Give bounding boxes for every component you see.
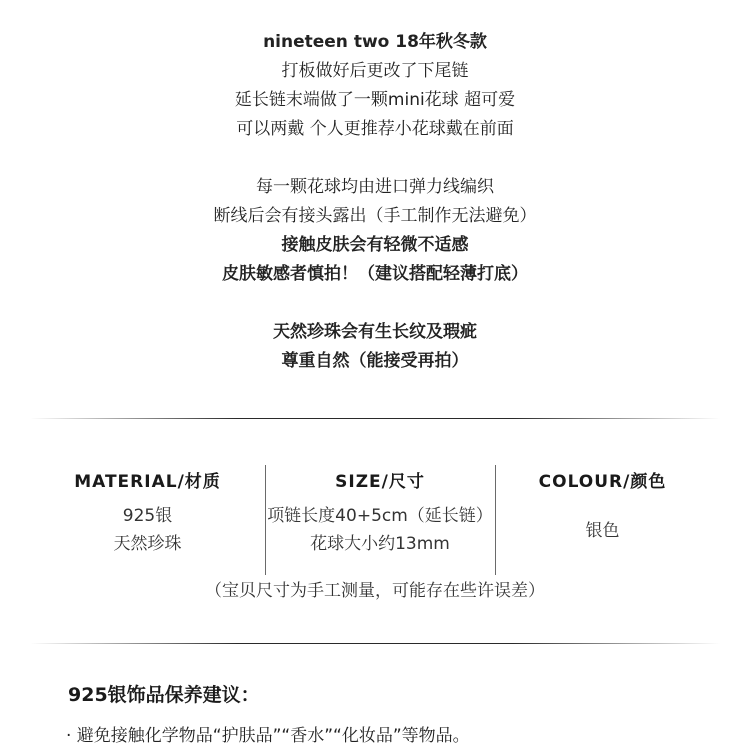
measurement-note: （宝贝尺寸为手工测量，可能存在些许误差） (205, 581, 545, 601)
care-item: · 避免接触化学物品“护肤品”“香水”“化妆品”等物品。 (66, 726, 470, 746)
description-line: 延长链末端做了一颗mini花球 超可爱 (234, 90, 516, 110)
paragraph-gap (0, 144, 750, 173)
product-description (0, 28, 750, 376)
description-line: 打板做好后更改了下尾链 (281, 61, 469, 81)
spec-material (30, 462, 265, 580)
description-line: 可以两戴 个人更推荐小花球戴在前面 (236, 119, 514, 139)
paragraph-gap (0, 289, 750, 318)
spec-material-title: MATERIAL/材质 (74, 472, 221, 492)
spec-size-value: 项链长度40+5cm（延长链） (267, 506, 493, 526)
spec-material-value: 天然珍珠 (113, 534, 182, 554)
section-divider (30, 643, 720, 644)
spec-colour (495, 462, 710, 580)
section-divider (30, 418, 720, 419)
pearl-note-line: 尊重自然（能接受再拍） (281, 351, 469, 371)
description-line: 每一颗花球均由进口弹力线编织 (256, 177, 494, 197)
spec-size-value: 花球大小约13mm (310, 534, 450, 554)
warning-line: 接触皮肤会有轻微不适感 (281, 235, 469, 255)
spec-size-title: SIZE/尺寸 (335, 472, 425, 492)
spec-material-value: 925银 (122, 506, 173, 526)
spec-colour-value: 银色 (585, 521, 620, 541)
description-line: nineteen two 18年秋冬款 (263, 32, 487, 52)
spec-size (265, 462, 495, 580)
warning-line: 皮肤敏感者慎拍！（建议搭配轻薄打底） (222, 264, 528, 284)
care-title: 925银饰品保养建议： (68, 684, 260, 706)
spec-colour-title: COLOUR/颜色 (538, 472, 667, 492)
pearl-note-line: 天然珍珠会有生长纹及瑕疵 (273, 322, 477, 342)
description-line: 断线后会有接头露出（手工制作无法避免） (213, 206, 537, 226)
